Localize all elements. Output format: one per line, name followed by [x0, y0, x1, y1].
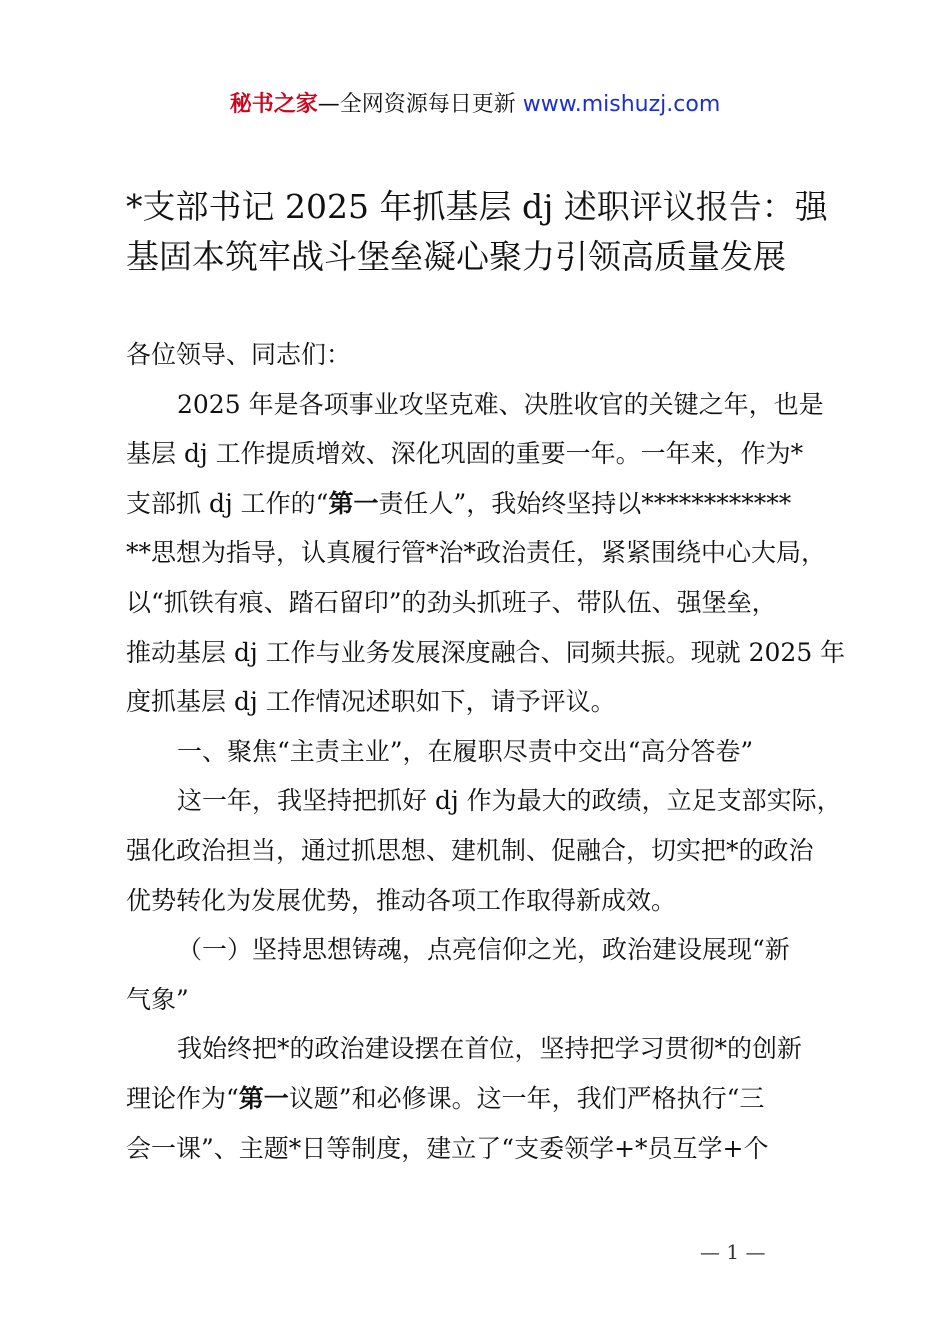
- title-line-1: *支部书记 2025 年抓基层 dj 述职评议报告：强: [126, 187, 828, 226]
- paragraph-line: [126, 1074, 861, 1124]
- bold-text-run: 第一: [238, 1083, 289, 1113]
- section-heading-text: 一、聚焦“主责主业”，在履职尽责中交出“高分答卷”: [177, 736, 754, 766]
- banner-slogan: —全网资源每日更新: [317, 92, 523, 117]
- paragraph-intro: [126, 380, 861, 727]
- subsection-heading-line: （一）坚持思想铸魂，点亮信仰之光，政治建设展现“新: [177, 935, 790, 965]
- paragraph-line: 我始终把*的政治建设摆在首位，坚持把学习贯彻*的创新: [177, 1034, 803, 1064]
- text-run: 议题”和必修课。这一年，我们严格执行“三: [288, 1083, 765, 1113]
- paragraph-line: 强化政治担当，通过抓思想、建机制、促融合，切实把*的政治: [126, 835, 814, 865]
- paragraph-line: 优势转化为发展优势，推动各项工作取得新成效。: [126, 885, 677, 915]
- paragraph-line: 推动基层 dj 工作与业务发展深度融合、同频共振。现就 2025 年: [126, 637, 846, 667]
- salutation: [126, 330, 861, 380]
- title-line-2: 基固本筑牢战斗堡垒凝心聚力引领高质量发展: [126, 237, 786, 276]
- paragraph-subsection1: [126, 1024, 861, 1173]
- text-run: 支部抓 dj 工作的“: [126, 488, 329, 518]
- paragraph-line: 以“抓铁有痕、踏石留印”的劲头抓班子、带队伍、强堡垒，: [126, 587, 777, 617]
- text-run: 理论作为“: [126, 1083, 239, 1113]
- subsection-heading-1: [126, 925, 861, 1024]
- document-title: [126, 182, 836, 282]
- section-heading-1: [126, 727, 861, 777]
- subsection-heading-line: 气象”: [126, 984, 189, 1014]
- text-run: 责任人”，我始终坚持以************: [378, 488, 792, 518]
- brand-name: 秘书之家: [229, 92, 318, 117]
- paragraph-line: **思想为指导，认真履行管*治*政治责任，紧紧围绕中心大局，: [126, 538, 827, 568]
- site-url[interactable]: www.mishuzj.com: [522, 92, 721, 117]
- paragraph-line: 2025 年是各项事业攻坚克难、决胜收官的关键之年，也是: [177, 389, 824, 419]
- salutation-text: 各位领导、同志们：: [126, 340, 352, 369]
- site-banner: [0, 88, 950, 122]
- paragraph-line: 基层 dj 工作提质增效、深化巩固的重要一年。一年来，作为*: [126, 439, 804, 469]
- document-body: [126, 330, 861, 1173]
- page-number: — 1 —: [700, 1240, 766, 1264]
- paragraph-line: 度抓基层 dj 工作情况述职如下，请予评议。: [126, 687, 616, 717]
- paragraph-line: 这一年，我坚持把抓好 dj 作为最大的政绩，立足支部实际，: [177, 786, 842, 816]
- bold-text-run: 第一: [328, 488, 379, 518]
- paragraph-line: [126, 479, 861, 529]
- paragraph-section1: [126, 776, 861, 925]
- paragraph-line: 会一课”、主题*日等制度，建立了“支委领学+*员互学+个: [126, 1133, 769, 1163]
